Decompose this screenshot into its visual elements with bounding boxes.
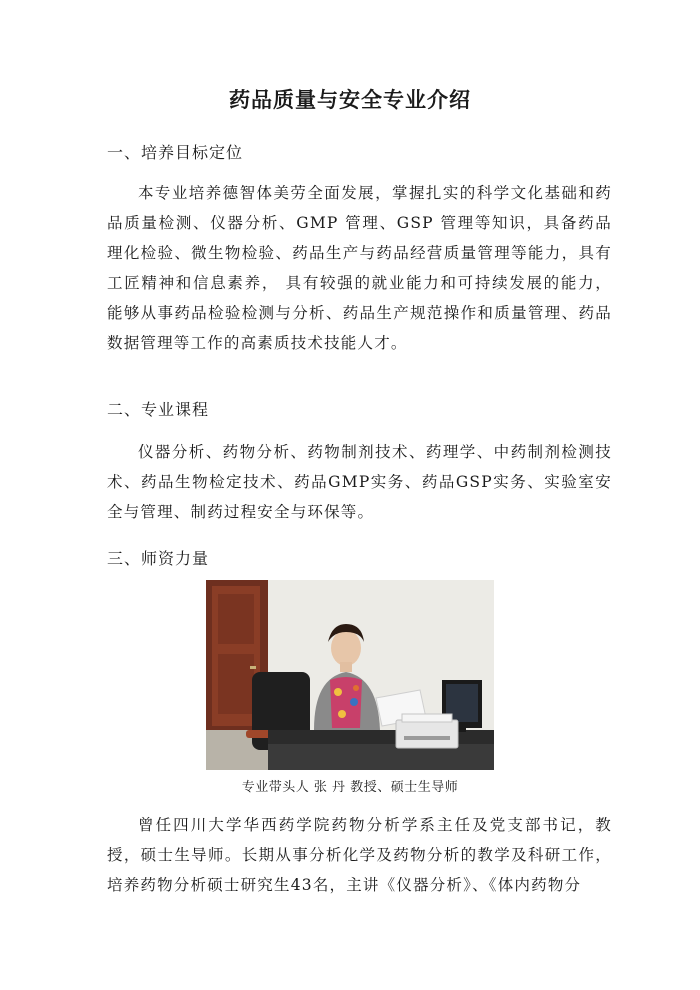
paragraph-text: 仪器分析、药物分析、药物制剂技术、药理学、中药制剂检测技术、药品生物检定技术、药品GMP实务、药品GSP实务、实验室安全与管理、制药过程安全与环保等。 [107,443,612,521]
section-heading-faculty: 三、师资力量 [107,549,210,568]
section-heading-training-goal: 一、培养目标定位 [107,143,244,162]
section-paragraph-courses [107,437,612,527]
section-paragraph-faculty [107,810,612,900]
section-paragraph-training-goal [107,178,612,358]
photo-caption: 专业带头人 张 丹 教授、硕士生导师 [241,780,459,795]
document-title: 药品质量与安全专业介绍 [229,87,471,112]
faculty-photo [206,580,494,770]
section-heading-courses: 二、专业课程 [107,400,210,419]
paragraph-text: 本专业培养德智体美劳全面发展，掌握扎实的科学文化基础和药品质量检测、仪器分析、GMP 管理、GSP 管理等知识，具备药品理化检验、微生物检验、药品生产与药品经营质量管理等能力，具有工匠精神和信息素养， 具有较强的就业能力和可持续发展的能力，能够从事药品检验检测与分析、药品生产规范操作和质量管理、药品数据管理等工作的高素质技术技能人才。 [107,184,612,352]
paragraph-text: 曾任四川大学华西药学院药物分析学系主任及党支部书记，教授，硕士生导师。长期从事分析化学及药物分析的教学及科研工作，培养药物分析硕士研究生43名，主讲《仪器分析》、《体内药物分 [107,816,612,894]
faculty-photo-illustration [206,580,494,770]
